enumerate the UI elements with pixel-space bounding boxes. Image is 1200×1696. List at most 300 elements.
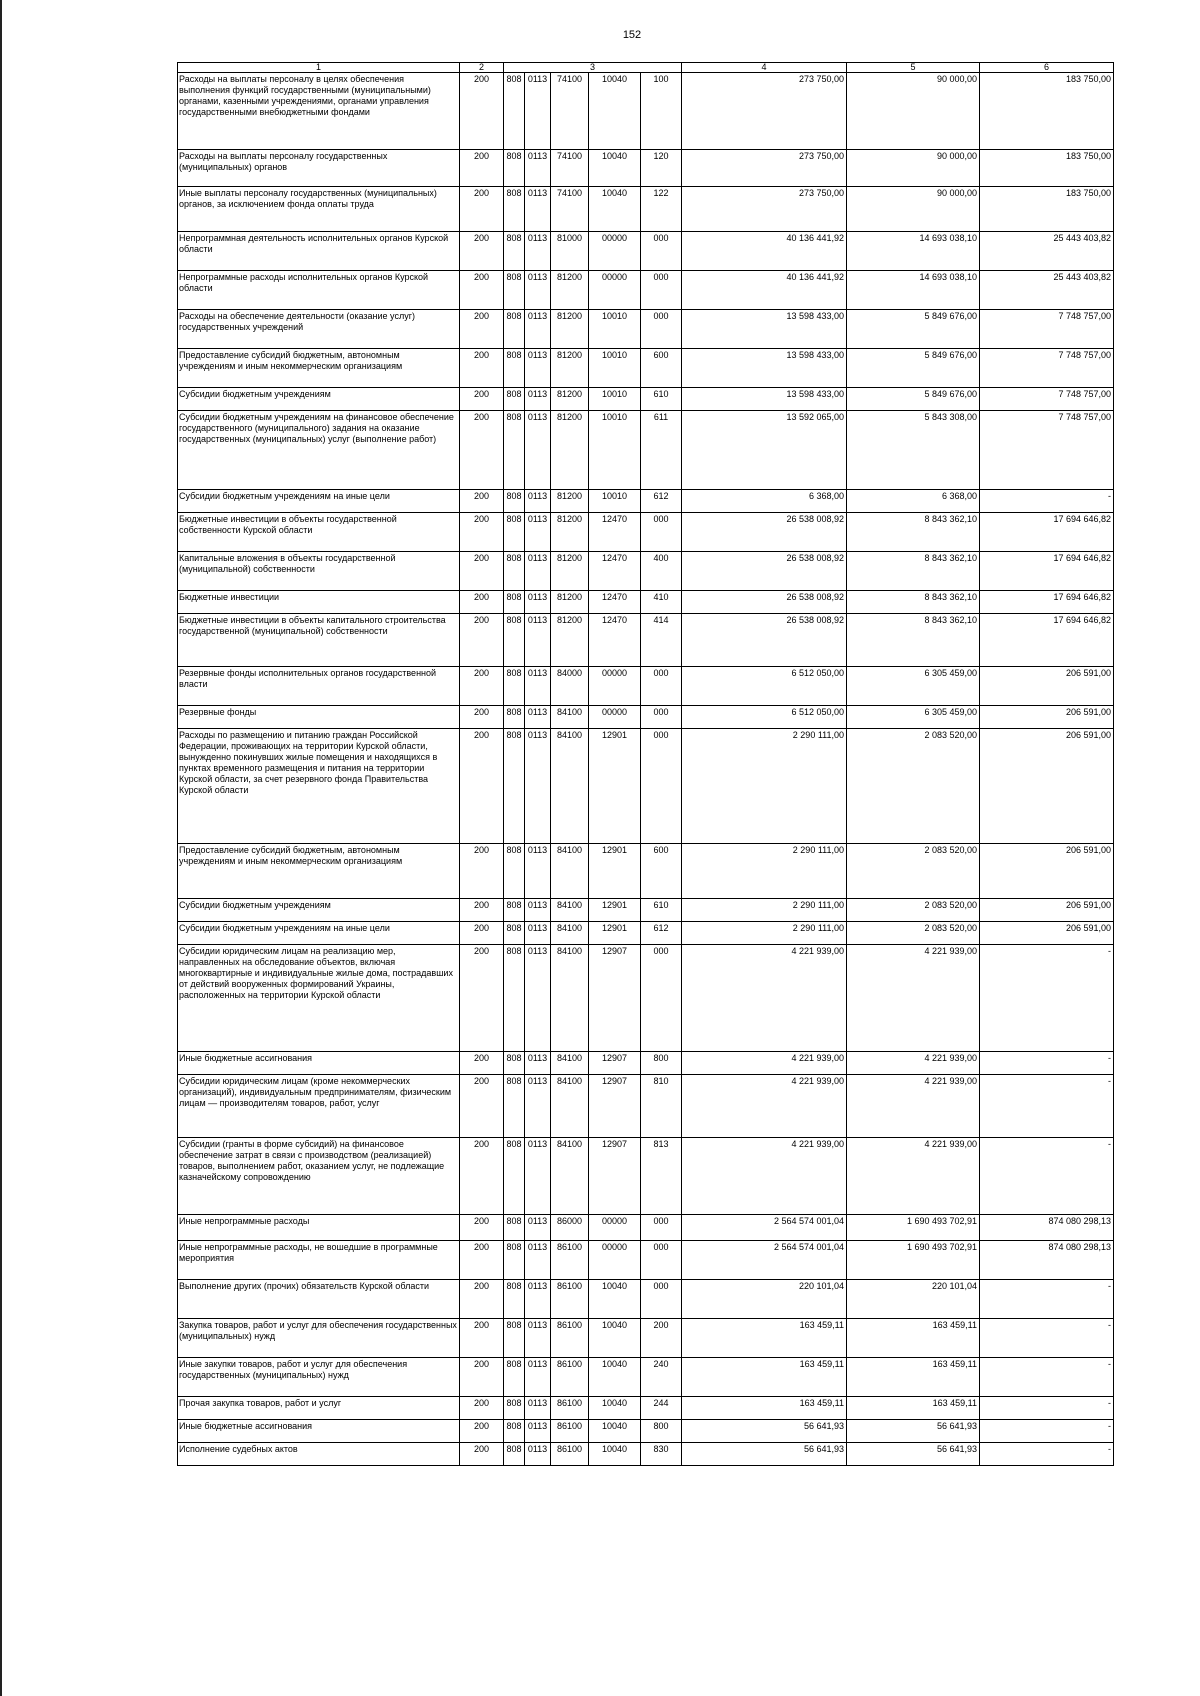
col5-amount: 90 000,00 bbox=[847, 187, 980, 232]
col3-direction-code: 12470 bbox=[589, 614, 641, 667]
col3-direction-code: 00000 bbox=[589, 1215, 641, 1241]
col3-direction-code: 10010 bbox=[589, 411, 641, 490]
col4-amount: 2 290 111,00 bbox=[682, 844, 847, 899]
col3-section-code: 0113 bbox=[525, 1052, 551, 1075]
col3-expense-type: 800 bbox=[641, 1420, 682, 1443]
col4-amount: 4 221 939,00 bbox=[682, 1075, 847, 1138]
col3-program-code: 84100 bbox=[551, 1052, 589, 1075]
col5-amount: 4 221 939,00 bbox=[847, 1138, 980, 1215]
col5-amount: 14 693 038,10 bbox=[847, 271, 980, 310]
header-col-5: 5 bbox=[847, 63, 980, 73]
col3-direction-code: 12907 bbox=[589, 1075, 641, 1138]
col3-section-code: 0113 bbox=[525, 729, 551, 844]
col4-amount: 56 641,93 bbox=[682, 1420, 847, 1443]
col4-amount: 2 290 111,00 bbox=[682, 922, 847, 945]
col3-section-code: 0113 bbox=[525, 922, 551, 945]
table-row bbox=[178, 187, 1114, 232]
col2-value: 200 bbox=[460, 591, 504, 614]
col6-amount: - bbox=[980, 1397, 1114, 1420]
table-row bbox=[178, 513, 1114, 552]
col3-admin-code: 808 bbox=[504, 490, 525, 513]
col3-program-code: 81200 bbox=[551, 411, 589, 490]
col3-section-code: 0113 bbox=[525, 490, 551, 513]
col2-value: 200 bbox=[460, 513, 504, 552]
table-row bbox=[178, 945, 1114, 1052]
col3-expense-type: 000 bbox=[641, 706, 682, 729]
row-name: Расходы на обеспечение деятельности (оказание услуг) государственных учреждений bbox=[178, 310, 460, 349]
col6-amount: 17 694 646,82 bbox=[980, 552, 1114, 591]
col6-amount: - bbox=[980, 1319, 1114, 1358]
col3-expense-type: 600 bbox=[641, 349, 682, 388]
col6-amount: 874 080 298,13 bbox=[980, 1215, 1114, 1241]
col3-admin-code: 808 bbox=[504, 1215, 525, 1241]
table-row bbox=[178, 349, 1114, 388]
col5-amount: 8 843 362,10 bbox=[847, 614, 980, 667]
table-row bbox=[178, 1241, 1114, 1280]
col4-amount: 56 641,93 bbox=[682, 1443, 847, 1466]
row-name: Предоставление субсидий бюджетным, автономным учреждениям и иным некоммерческим организациям bbox=[178, 349, 460, 388]
row-name: Иные непрограммные расходы bbox=[178, 1215, 460, 1241]
col3-admin-code: 808 bbox=[504, 591, 525, 614]
col3-expense-type: 414 bbox=[641, 614, 682, 667]
row-name: Бюджетные инвестиции bbox=[178, 591, 460, 614]
page-number: 152 bbox=[622, 29, 642, 41]
col3-section-code: 0113 bbox=[525, 1280, 551, 1319]
table-row bbox=[178, 1397, 1114, 1420]
col3-direction-code: 10040 bbox=[589, 1443, 641, 1466]
col3-program-code: 86100 bbox=[551, 1358, 589, 1397]
header-col-2: 2 bbox=[460, 63, 504, 73]
col3-admin-code: 808 bbox=[504, 1280, 525, 1319]
col3-admin-code: 808 bbox=[504, 1443, 525, 1466]
col6-amount: - bbox=[980, 1075, 1114, 1138]
col3-program-code: 84100 bbox=[551, 729, 589, 844]
table-row bbox=[178, 388, 1114, 411]
col4-amount: 13 598 433,00 bbox=[682, 310, 847, 349]
col3-admin-code: 808 bbox=[504, 1052, 525, 1075]
col2-value: 200 bbox=[460, 945, 504, 1052]
col5-amount: 5 843 308,00 bbox=[847, 411, 980, 490]
col6-amount: 206 591,00 bbox=[980, 729, 1114, 844]
header-col-1: 1 bbox=[178, 63, 460, 73]
header-col-3: 3 bbox=[504, 63, 682, 73]
col3-section-code: 0113 bbox=[525, 232, 551, 271]
col6-amount: 183 750,00 bbox=[980, 150, 1114, 187]
col3-direction-code: 10040 bbox=[589, 150, 641, 187]
col3-program-code: 74100 bbox=[551, 150, 589, 187]
col2-value: 200 bbox=[460, 349, 504, 388]
col6-amount: 206 591,00 bbox=[980, 844, 1114, 899]
table-row bbox=[178, 73, 1114, 150]
row-name: Резервные фонды исполнительных органов государственной власти bbox=[178, 667, 460, 706]
col5-amount: 56 641,93 bbox=[847, 1443, 980, 1466]
col3-section-code: 0113 bbox=[525, 150, 551, 187]
col2-value: 200 bbox=[460, 1215, 504, 1241]
col3-program-code: 86100 bbox=[551, 1241, 589, 1280]
col4-amount: 2 290 111,00 bbox=[682, 899, 847, 922]
col5-amount: 6 368,00 bbox=[847, 490, 980, 513]
col3-program-code: 84100 bbox=[551, 1075, 589, 1138]
col2-value: 200 bbox=[460, 271, 504, 310]
row-name: Непрограммные расходы исполнительных органов Курской области bbox=[178, 271, 460, 310]
col3-admin-code: 808 bbox=[504, 844, 525, 899]
col3-section-code: 0113 bbox=[525, 614, 551, 667]
col6-amount: - bbox=[980, 1443, 1114, 1466]
table-row bbox=[178, 922, 1114, 945]
col2-value: 200 bbox=[460, 310, 504, 349]
col4-amount: 26 538 008,92 bbox=[682, 513, 847, 552]
col3-expense-type: 830 bbox=[641, 1443, 682, 1466]
col2-value: 200 bbox=[460, 1420, 504, 1443]
col6-amount: - bbox=[980, 1358, 1114, 1397]
col6-amount: 183 750,00 bbox=[980, 73, 1114, 150]
col5-amount: 90 000,00 bbox=[847, 73, 980, 150]
col5-amount: 163 459,11 bbox=[847, 1319, 980, 1358]
col2-value: 200 bbox=[460, 614, 504, 667]
col3-direction-code: 10040 bbox=[589, 1358, 641, 1397]
col4-amount: 40 136 441,92 bbox=[682, 271, 847, 310]
col3-expense-type: 612 bbox=[641, 922, 682, 945]
col3-program-code: 81200 bbox=[551, 591, 589, 614]
col3-direction-code: 12470 bbox=[589, 591, 641, 614]
col6-amount: 206 591,00 bbox=[980, 899, 1114, 922]
col3-section-code: 0113 bbox=[525, 591, 551, 614]
row-name: Субсидии (гранты в форме субсидий) на финансовое обеспечение затрат в связи с производством (реализацией) товаров, выполнением работ, оказанием услуг, не подлежащие казначейскому сопровождению bbox=[178, 1138, 460, 1215]
col5-amount: 220 101,04 bbox=[847, 1280, 980, 1319]
col6-amount: 17 694 646,82 bbox=[980, 591, 1114, 614]
col6-amount: 183 750,00 bbox=[980, 187, 1114, 232]
col2-value: 200 bbox=[460, 1358, 504, 1397]
col2-value: 200 bbox=[460, 729, 504, 844]
col4-amount: 4 221 939,00 bbox=[682, 1138, 847, 1215]
col3-program-code: 81200 bbox=[551, 271, 589, 310]
table-row bbox=[178, 310, 1114, 349]
col4-amount: 2 564 574 001,04 bbox=[682, 1215, 847, 1241]
col6-amount: 7 748 757,00 bbox=[980, 411, 1114, 490]
col3-expense-type: 000 bbox=[641, 310, 682, 349]
table-row bbox=[178, 614, 1114, 667]
row-name: Иные непрограммные расходы, не вошедшие в программные мероприятия bbox=[178, 1241, 460, 1280]
col4-amount: 6 368,00 bbox=[682, 490, 847, 513]
col4-amount: 2 290 111,00 bbox=[682, 729, 847, 844]
col3-program-code: 86100 bbox=[551, 1420, 589, 1443]
col3-section-code: 0113 bbox=[525, 667, 551, 706]
col3-expense-type: 120 bbox=[641, 150, 682, 187]
table-row bbox=[178, 1075, 1114, 1138]
table-row bbox=[178, 1443, 1114, 1466]
col2-value: 200 bbox=[460, 899, 504, 922]
col3-program-code: 81200 bbox=[551, 490, 589, 513]
table-row bbox=[178, 552, 1114, 591]
col2-value: 200 bbox=[460, 1138, 504, 1215]
row-name: Субсидии бюджетным учреждениям на иные цели bbox=[178, 490, 460, 513]
col4-amount: 163 459,11 bbox=[682, 1319, 847, 1358]
col3-direction-code: 10010 bbox=[589, 349, 641, 388]
col3-admin-code: 808 bbox=[504, 187, 525, 232]
col3-expense-type: 813 bbox=[641, 1138, 682, 1215]
row-name: Субсидии бюджетным учреждениям на финансовое обеспечение государственного (муниципального) задания на оказание государственных (муниципальных) услуг (выполнение работ) bbox=[178, 411, 460, 490]
col4-amount: 4 221 939,00 bbox=[682, 1052, 847, 1075]
col3-program-code: 81200 bbox=[551, 513, 589, 552]
row-name: Субсидии юридическим лицам на реализацию мер, направленных на обследование объектов, включая многоквартирные и индивидуальные жилые дома, пострадавших от действий вооруженных формирований Украины, расположенных на территории Курской области bbox=[178, 945, 460, 1052]
col5-amount: 56 641,93 bbox=[847, 1420, 980, 1443]
col3-direction-code: 12901 bbox=[589, 729, 641, 844]
col2-value: 200 bbox=[460, 922, 504, 945]
col3-section-code: 0113 bbox=[525, 945, 551, 1052]
col3-admin-code: 808 bbox=[504, 667, 525, 706]
col6-amount: 17 694 646,82 bbox=[980, 513, 1114, 552]
col5-amount: 6 305 459,00 bbox=[847, 706, 980, 729]
col3-program-code: 81000 bbox=[551, 232, 589, 271]
col3-direction-code: 10040 bbox=[589, 73, 641, 150]
col3-direction-code: 10010 bbox=[589, 310, 641, 349]
col6-amount: 206 591,00 bbox=[980, 922, 1114, 945]
col3-admin-code: 808 bbox=[504, 1075, 525, 1138]
col2-value: 200 bbox=[460, 1443, 504, 1466]
col4-amount: 26 538 008,92 bbox=[682, 591, 847, 614]
col6-amount: 7 748 757,00 bbox=[980, 349, 1114, 388]
header-col-4: 4 bbox=[682, 63, 847, 73]
row-name: Расходы на выплаты персоналу в целях обеспечения выполнения функций государственными (муниципальными) органами, казенными учреждениями, органами управления государственными внебюджетными фондами bbox=[178, 73, 460, 150]
col3-admin-code: 808 bbox=[504, 310, 525, 349]
col4-amount: 273 750,00 bbox=[682, 187, 847, 232]
col3-expense-type: 000 bbox=[641, 1280, 682, 1319]
col3-direction-code: 10010 bbox=[589, 490, 641, 513]
col3-program-code: 74100 bbox=[551, 187, 589, 232]
col3-section-code: 0113 bbox=[525, 411, 551, 490]
col3-program-code: 74100 bbox=[551, 73, 589, 150]
col2-value: 200 bbox=[460, 232, 504, 271]
col3-direction-code: 00000 bbox=[589, 706, 641, 729]
row-name: Предоставление субсидий бюджетным, автономным учреждениям и иным некоммерческим организациям bbox=[178, 844, 460, 899]
row-name: Субсидии юридическим лицам (кроме некоммерческих организаций), индивидуальным предпринимателям, физическим лицам — производителям товаров, работ, услуг bbox=[178, 1075, 460, 1138]
table-row bbox=[178, 1319, 1114, 1358]
col3-expense-type: 000 bbox=[641, 945, 682, 1052]
table-row bbox=[178, 150, 1114, 187]
row-name: Прочая закупка товаров, работ и услуг bbox=[178, 1397, 460, 1420]
table-row bbox=[178, 271, 1114, 310]
col3-section-code: 0113 bbox=[525, 1397, 551, 1420]
row-name: Субсидии бюджетным учреждениям на иные цели bbox=[178, 922, 460, 945]
table-row bbox=[178, 1358, 1114, 1397]
col3-section-code: 0113 bbox=[525, 706, 551, 729]
col3-section-code: 0113 bbox=[525, 1241, 551, 1280]
col6-amount: - bbox=[980, 1420, 1114, 1443]
col2-value: 200 bbox=[460, 1319, 504, 1358]
col5-amount: 1 690 493 702,91 bbox=[847, 1215, 980, 1241]
col3-direction-code: 00000 bbox=[589, 1241, 641, 1280]
col3-direction-code: 12470 bbox=[589, 513, 641, 552]
col3-section-code: 0113 bbox=[525, 552, 551, 591]
col4-amount: 163 459,11 bbox=[682, 1397, 847, 1420]
row-name: Иные бюджетные ассигнования bbox=[178, 1420, 460, 1443]
col3-program-code: 84100 bbox=[551, 1138, 589, 1215]
col3-section-code: 0113 bbox=[525, 899, 551, 922]
col3-admin-code: 808 bbox=[504, 232, 525, 271]
row-name: Бюджетные инвестиции в объекты капитального строительства государственной (муниципальной) собственности bbox=[178, 614, 460, 667]
col5-amount: 14 693 038,10 bbox=[847, 232, 980, 271]
col2-value: 200 bbox=[460, 844, 504, 899]
col3-section-code: 0113 bbox=[525, 73, 551, 150]
col2-value: 200 bbox=[460, 1052, 504, 1075]
col4-amount: 163 459,11 bbox=[682, 1358, 847, 1397]
col2-value: 200 bbox=[460, 388, 504, 411]
col3-admin-code: 808 bbox=[504, 411, 525, 490]
page-edge-line bbox=[0, 0, 2, 1696]
col3-section-code: 0113 bbox=[525, 513, 551, 552]
col3-admin-code: 808 bbox=[504, 513, 525, 552]
col3-section-code: 0113 bbox=[525, 1138, 551, 1215]
col3-section-code: 0113 bbox=[525, 844, 551, 899]
col3-expense-type: 000 bbox=[641, 513, 682, 552]
col3-expense-type: 000 bbox=[641, 1215, 682, 1241]
table-body bbox=[178, 63, 1114, 1466]
col3-program-code: 84000 bbox=[551, 667, 589, 706]
col3-section-code: 0113 bbox=[525, 349, 551, 388]
col3-admin-code: 808 bbox=[504, 150, 525, 187]
col3-admin-code: 808 bbox=[504, 614, 525, 667]
col3-direction-code: 12907 bbox=[589, 1138, 641, 1215]
col3-section-code: 0113 bbox=[525, 1358, 551, 1397]
col3-admin-code: 808 bbox=[504, 73, 525, 150]
col3-admin-code: 808 bbox=[504, 945, 525, 1052]
header-row bbox=[178, 63, 1114, 73]
row-name: Субсидии бюджетным учреждениям bbox=[178, 388, 460, 411]
row-name: Закупка товаров, работ и услуг для обеспечения государственных (муниципальных) нужд bbox=[178, 1319, 460, 1358]
col5-amount: 5 849 676,00 bbox=[847, 349, 980, 388]
col3-expense-type: 610 bbox=[641, 388, 682, 411]
row-name: Иные бюджетные ассигнования bbox=[178, 1052, 460, 1075]
col6-amount: 206 591,00 bbox=[980, 667, 1114, 706]
col3-expense-type: 800 bbox=[641, 1052, 682, 1075]
col2-value: 200 bbox=[460, 706, 504, 729]
col4-amount: 4 221 939,00 bbox=[682, 945, 847, 1052]
col5-amount: 4 221 939,00 bbox=[847, 945, 980, 1052]
col3-section-code: 0113 bbox=[525, 1215, 551, 1241]
row-name: Выполнение других (прочих) обязательств Курской области bbox=[178, 1280, 460, 1319]
row-name: Бюджетные инвестиции в объекты государственной собственности Курской области bbox=[178, 513, 460, 552]
table-row bbox=[178, 232, 1114, 271]
table-row bbox=[178, 729, 1114, 844]
col3-section-code: 0113 bbox=[525, 388, 551, 411]
col3-expense-type: 400 bbox=[641, 552, 682, 591]
col3-program-code: 81200 bbox=[551, 614, 589, 667]
col5-amount: 4 221 939,00 bbox=[847, 1052, 980, 1075]
col6-amount: - bbox=[980, 1138, 1114, 1215]
col5-amount: 163 459,11 bbox=[847, 1397, 980, 1420]
col3-program-code: 84100 bbox=[551, 844, 589, 899]
col4-amount: 40 136 441,92 bbox=[682, 232, 847, 271]
table-row bbox=[178, 706, 1114, 729]
col5-amount: 8 843 362,10 bbox=[847, 552, 980, 591]
col3-admin-code: 808 bbox=[504, 1420, 525, 1443]
col3-section-code: 0113 bbox=[525, 187, 551, 232]
budget-table bbox=[177, 62, 1114, 1466]
table-row bbox=[178, 1215, 1114, 1241]
col3-direction-code: 12901 bbox=[589, 922, 641, 945]
row-name: Непрограммная деятельность исполнительных органов Курской области bbox=[178, 232, 460, 271]
col6-amount: - bbox=[980, 490, 1114, 513]
col3-expense-type: 244 bbox=[641, 1397, 682, 1420]
table-row bbox=[178, 411, 1114, 490]
col3-expense-type: 810 bbox=[641, 1075, 682, 1138]
col2-value: 200 bbox=[460, 1280, 504, 1319]
col6-amount: 7 748 757,00 bbox=[980, 388, 1114, 411]
col2-value: 200 bbox=[460, 150, 504, 187]
table-row bbox=[178, 1280, 1114, 1319]
col3-program-code: 86100 bbox=[551, 1397, 589, 1420]
table-row bbox=[178, 591, 1114, 614]
col3-expense-type: 000 bbox=[641, 667, 682, 706]
col3-section-code: 0113 bbox=[525, 271, 551, 310]
header-col-6: 6 bbox=[980, 63, 1114, 73]
col3-admin-code: 808 bbox=[504, 388, 525, 411]
col2-value: 200 bbox=[460, 552, 504, 591]
col5-amount: 2 083 520,00 bbox=[847, 729, 980, 844]
col3-direction-code: 00000 bbox=[589, 232, 641, 271]
col3-expense-type: 240 bbox=[641, 1358, 682, 1397]
col3-direction-code: 10040 bbox=[589, 1319, 641, 1358]
col3-admin-code: 808 bbox=[504, 1358, 525, 1397]
col3-admin-code: 808 bbox=[504, 1241, 525, 1280]
col4-amount: 13 592 065,00 bbox=[682, 411, 847, 490]
col3-admin-code: 808 bbox=[504, 349, 525, 388]
col2-value: 200 bbox=[460, 1075, 504, 1138]
col3-program-code: 86100 bbox=[551, 1280, 589, 1319]
table-row bbox=[178, 1052, 1114, 1075]
row-name: Иные выплаты персоналу государственных (муниципальных) органов, за исключением фонда оплаты труда bbox=[178, 187, 460, 232]
col3-direction-code: 00000 bbox=[589, 667, 641, 706]
col3-expense-type: 612 bbox=[641, 490, 682, 513]
col2-value: 200 bbox=[460, 1397, 504, 1420]
col6-amount: - bbox=[980, 1052, 1114, 1075]
col3-section-code: 0113 bbox=[525, 310, 551, 349]
col3-section-code: 0113 bbox=[525, 1319, 551, 1358]
col3-expense-type: 122 bbox=[641, 187, 682, 232]
col4-amount: 220 101,04 bbox=[682, 1280, 847, 1319]
col5-amount: 5 849 676,00 bbox=[847, 388, 980, 411]
col5-amount: 90 000,00 bbox=[847, 150, 980, 187]
col6-amount: 25 443 403,82 bbox=[980, 232, 1114, 271]
col4-amount: 2 564 574 001,04 bbox=[682, 1241, 847, 1280]
col3-section-code: 0113 bbox=[525, 1443, 551, 1466]
col6-amount: 206 591,00 bbox=[980, 706, 1114, 729]
col3-expense-type: 000 bbox=[641, 1241, 682, 1280]
col3-section-code: 0113 bbox=[525, 1420, 551, 1443]
table-row bbox=[178, 490, 1114, 513]
col5-amount: 2 083 520,00 bbox=[847, 899, 980, 922]
col3-program-code: 84100 bbox=[551, 706, 589, 729]
col3-expense-type: 200 bbox=[641, 1319, 682, 1358]
col5-amount: 6 305 459,00 bbox=[847, 667, 980, 706]
col2-value: 200 bbox=[460, 411, 504, 490]
col6-amount: - bbox=[980, 945, 1114, 1052]
col5-amount: 8 843 362,10 bbox=[847, 513, 980, 552]
row-name: Иные закупки товаров, работ и услуг для обеспечения государственных (муниципальных) нужд bbox=[178, 1358, 460, 1397]
col3-expense-type: 600 bbox=[641, 844, 682, 899]
col3-program-code: 84100 bbox=[551, 945, 589, 1052]
col4-amount: 13 598 433,00 bbox=[682, 349, 847, 388]
row-name: Капитальные вложения в объекты государственной (муниципальной) собственности bbox=[178, 552, 460, 591]
col5-amount: 8 843 362,10 bbox=[847, 591, 980, 614]
row-name: Расходы по размещению и питанию граждан Российской Федерации, проживающих на территории Курской области, вынужденно покинувших жилые помещения и находящихся в пунктах временного размещения и питания на территории Курской области, за счет резервного фонда Правительства Курской области bbox=[178, 729, 460, 844]
col5-amount: 5 849 676,00 bbox=[847, 310, 980, 349]
col3-direction-code: 10040 bbox=[589, 1420, 641, 1443]
col5-amount: 2 083 520,00 bbox=[847, 844, 980, 899]
col3-program-code: 86100 bbox=[551, 1443, 589, 1466]
col3-program-code: 81200 bbox=[551, 552, 589, 591]
col3-program-code: 84100 bbox=[551, 922, 589, 945]
